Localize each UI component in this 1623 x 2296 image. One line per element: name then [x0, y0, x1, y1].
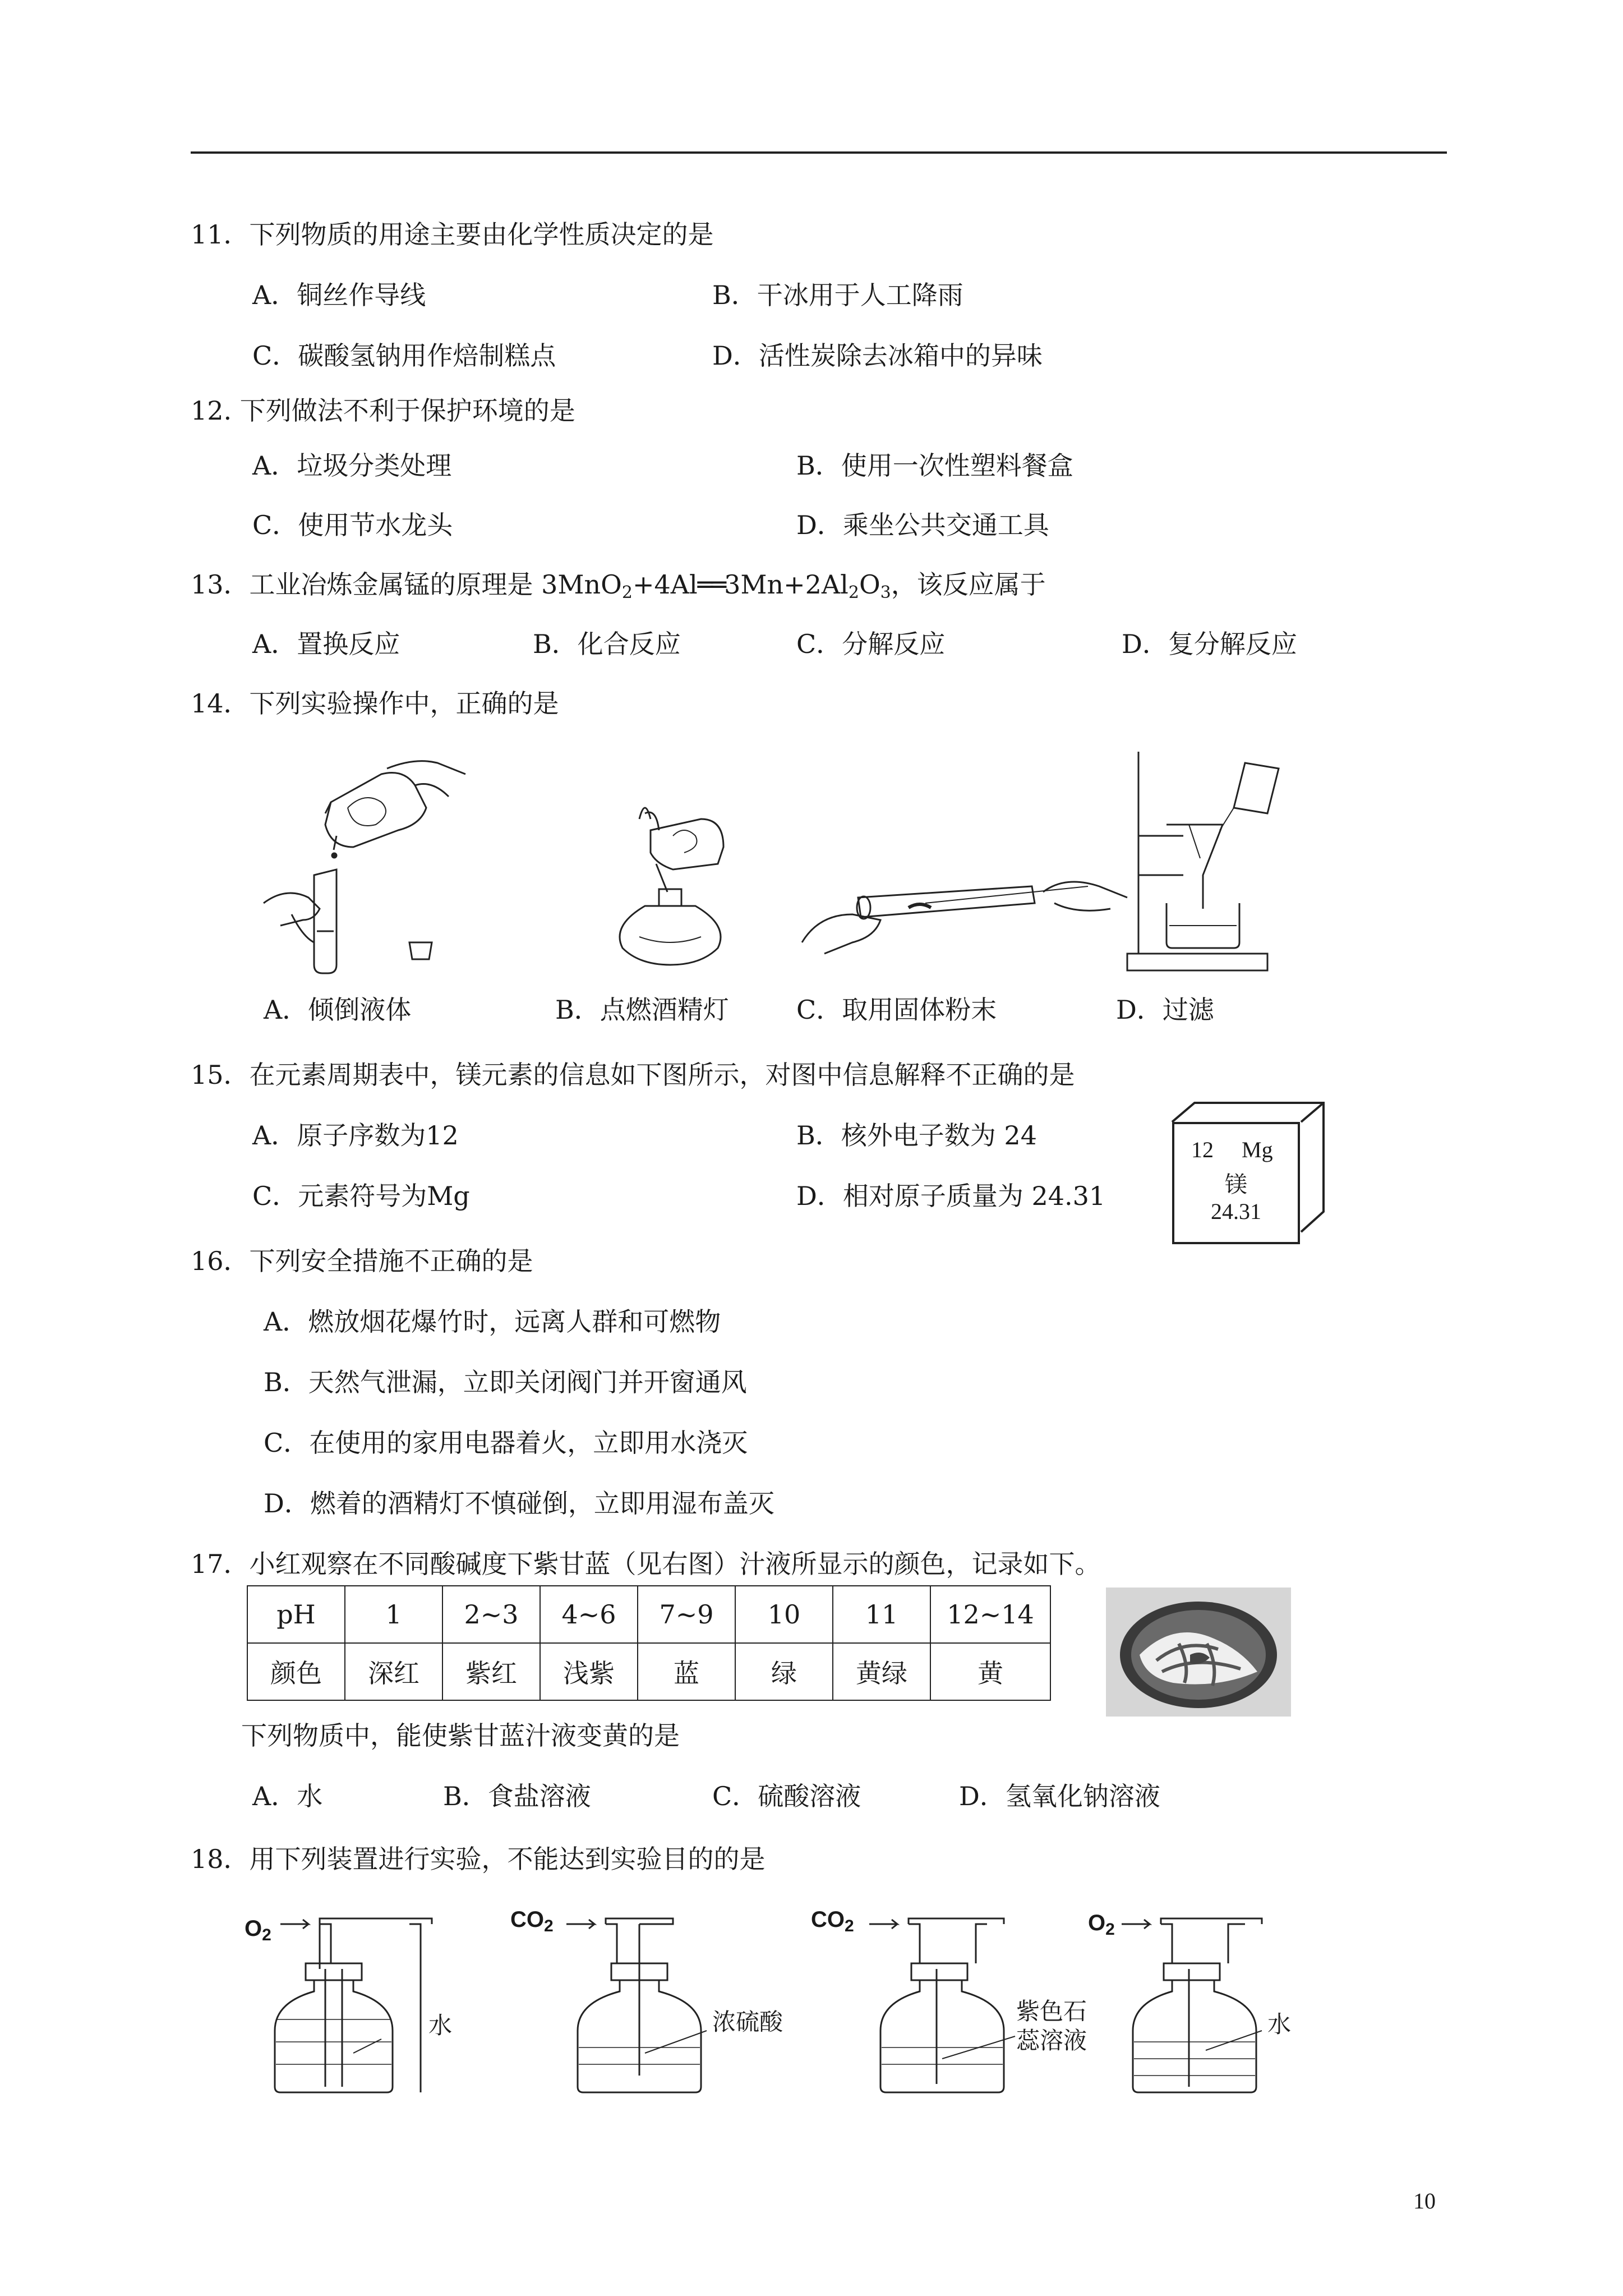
q17-sub-stem: 下列物质中，能使紫甘蓝汁液变黄的是: [241, 1720, 680, 1751]
purple-cabbage-photo: [1106, 1588, 1291, 1717]
q13-option-b: B．化合反应: [533, 629, 681, 659]
q17-option-a: A．水: [252, 1781, 323, 1811]
q12-option-b: B．使用一次性塑料餐盒: [796, 450, 1073, 481]
atomic-number: 12: [1191, 1137, 1214, 1162]
element-symbol: Mg: [1242, 1137, 1273, 1162]
gas-bottle-figure: [1077, 1907, 1346, 2098]
magnesium-element-card: [1172, 1122, 1300, 1244]
q11-option-c: C．碳酸氢钠用作焙制糕点: [252, 341, 556, 371]
table-row: [247, 1643, 1050, 1700]
gas-bottle-figure: [505, 1907, 785, 2098]
table-cell: 黄绿: [833, 1643, 930, 1700]
table-cell: pH: [247, 1586, 345, 1643]
page-number: 10: [1413, 2188, 1436, 2214]
element-name: 镁: [1225, 1172, 1247, 1198]
table-cell: 2~3: [442, 1586, 540, 1643]
apparatus-1: [241, 1907, 499, 2098]
liquid-label: 浓硫酸: [712, 2008, 783, 2036]
gas-label: $O_2$: [1088, 1911, 1115, 1939]
q12-stem: 12. 下列做法不利于保护环境的是: [191, 395, 575, 426]
q12-option-a: A．垃圾分类处理: [252, 450, 452, 481]
q16-option-b: B．天然气泄漏，立即关闭阀门并开窗通风: [264, 1367, 747, 1397]
gas-label: $CO_2$: [510, 1907, 554, 1935]
q14-option-b: B．点燃酒精灯: [555, 995, 729, 1025]
q18-stem: 18．用下列装置进行实验，不能达到实验目的的是: [191, 1844, 766, 1874]
q12-option-d: D．乘坐公共交通工具: [796, 510, 1049, 540]
atomic-mass: 24.31: [1211, 1199, 1261, 1224]
q15-stem: 15．在元素周期表中，镁元素的信息如下图所示，对图中信息解释不正确的是: [191, 1060, 1075, 1090]
apparatus-3: [808, 1907, 1099, 2098]
q15-option-b: B．核外电子数为 24: [796, 1120, 1037, 1151]
q11-option-d: D．活性炭除去冰箱中的异味: [712, 341, 1043, 371]
table-cell: 4~6: [540, 1586, 638, 1643]
q15-option-a: A．原子序数为12: [252, 1120, 459, 1151]
table-cell: 深红: [345, 1643, 442, 1700]
apparatus-4: [1077, 1907, 1346, 2098]
table-cell: 浅紫: [540, 1643, 638, 1700]
q13-option-a: A．置换反应: [252, 629, 400, 659]
table-cell: 蓝: [638, 1643, 735, 1700]
liquid-label: 水: [1267, 2010, 1292, 2038]
reaction-arrow: ══: [697, 569, 725, 600]
liquid-label: 紫色石 蕊溶液: [1016, 1998, 1087, 2054]
q16-option-a: A．燃放烟花爆竹时，远离人群和可燃物: [264, 1306, 721, 1337]
gas-label: $CO_2$: [811, 1907, 854, 1935]
q11-option-a: A．铜丝作导线: [252, 280, 426, 310]
q13-option-c: C．分解反应: [796, 629, 946, 659]
table-cell: 紫红: [442, 1643, 540, 1700]
gas-label: $O_2$: [245, 1916, 271, 1944]
q11-stem: 11．下列物质的用途主要由化学性质决定的是: [191, 219, 714, 250]
alcohol-lamp-figure: [589, 797, 757, 970]
header-rule: [191, 151, 1447, 154]
q17-option-c: C．硫酸溶液: [712, 1781, 861, 1811]
q12-option-c: C．使用节水龙头: [252, 510, 453, 540]
ph-color-table: [247, 1585, 1051, 1701]
apparatus-2: [505, 1907, 785, 2098]
table-cell: 10: [735, 1586, 833, 1643]
q15-option-c: C．元素符号为Mg: [252, 1181, 470, 1211]
table-row: [247, 1586, 1050, 1643]
q15-option-d: D．相对原子质量为 24.31: [796, 1181, 1106, 1211]
table-cell: 绿: [735, 1643, 833, 1700]
q13-option-d: D．复分解反应: [1122, 629, 1297, 659]
filtration-figure: [1122, 746, 1290, 976]
q14-option-d: D．过滤: [1116, 995, 1214, 1025]
table-cell: 黄: [930, 1643, 1050, 1700]
pouring-liquid-figure: [247, 752, 482, 976]
q17-option-b: B．食盐溶液: [443, 1781, 591, 1811]
q16-option-c: C．在使用的家用电器着火，立即用水浇灭: [264, 1428, 748, 1458]
q11-option-b: B．干冰用于人工降雨: [712, 280, 963, 310]
q17-option-d: D．氢氧化钠溶液: [959, 1781, 1160, 1811]
table-cell: 颜色: [247, 1643, 345, 1700]
q13-stem: 13．工业冶炼金属锰的原理是 $3MnO_2+4Al══3Mn+2Al_2O_3$，该反应属于: [191, 569, 1046, 602]
q14-option-a: A．倾倒液体: [264, 995, 412, 1025]
table-cell: 1: [345, 1586, 442, 1643]
table-cell: 12~14: [930, 1586, 1050, 1643]
gas-bottle-figure: [241, 1907, 499, 2098]
table-cell: 11: [833, 1586, 930, 1643]
q17-stem: 17．小红观察在不同酸碱度下紫甘蓝（见右图）汁液所显示的颜色，记录如下。: [191, 1549, 1101, 1579]
solid-powder-figure: [796, 864, 1133, 965]
table-cell: 7~9: [638, 1586, 735, 1643]
q16-option-d: D．燃着的酒精灯不慎碰倒，立即用湿布盖灭: [264, 1488, 774, 1519]
q14-option-c: C．取用固体粉末: [796, 995, 997, 1025]
liquid-label: 水: [428, 2012, 453, 2039]
q14-stem: 14．下列实验操作中，正确的是: [191, 688, 559, 719]
q16-stem: 16．下列安全措施不正确的是: [191, 1246, 533, 1276]
